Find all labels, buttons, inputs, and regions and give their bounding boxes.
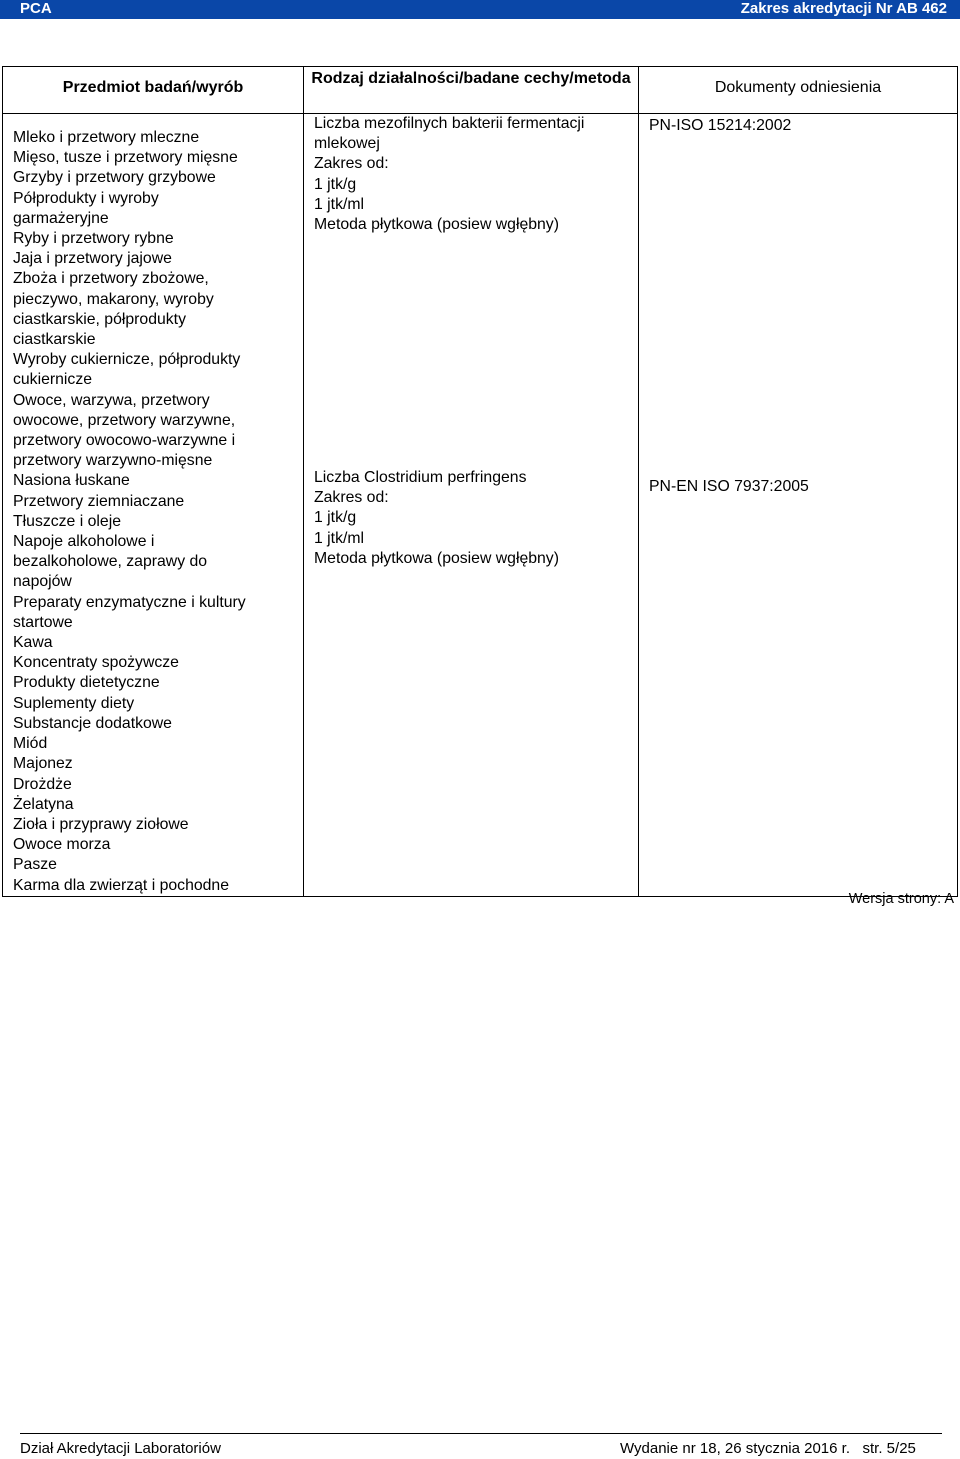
list-item: owocowe, przetwory warzywne, xyxy=(13,411,236,429)
reference-2: PN-EN ISO 7937:2005 xyxy=(649,478,809,495)
footer-edition-page xyxy=(620,1440,916,1457)
test-line: mlekowej xyxy=(314,135,380,153)
org-name: PCA xyxy=(20,0,52,17)
activity-cell xyxy=(304,114,639,897)
page-version: Wersja strony: A xyxy=(848,891,954,907)
test-block-1 xyxy=(304,114,638,468)
test-line: Zakres od: xyxy=(314,155,389,173)
header-product: Przedmiot badań/wyrób xyxy=(3,67,304,114)
list-item: ciastkarskie xyxy=(13,331,96,349)
list-item: Miód xyxy=(13,735,48,753)
list-item: Drożdże xyxy=(13,775,72,793)
list-item: Zboża i przetwory zbożowe, xyxy=(13,270,209,288)
product-list xyxy=(3,114,303,896)
list-item: Owoce, warzywa, przetwory xyxy=(13,391,210,409)
list-item: Majonez xyxy=(13,755,73,773)
list-item: Karma dla zwierząt i pochodne xyxy=(13,876,230,894)
test-line: Metoda płytkowa (posiew wgłębny) xyxy=(314,216,559,234)
list-item: Suplementy diety xyxy=(13,694,135,712)
list-item: napojów xyxy=(13,573,72,591)
product-cell xyxy=(3,114,304,897)
list-item: Kawa xyxy=(13,634,53,652)
reference-1: PN-ISO 15214:2002 xyxy=(649,117,792,134)
header-activity: Rodzaj działalności/badane cechy/metoda xyxy=(304,67,639,114)
list-item: Ryby i przetwory rybne xyxy=(13,230,174,248)
test-line: 1 jtk/g xyxy=(314,175,357,193)
list-item: Mięso, tusze i przetwory mięsne xyxy=(13,149,238,167)
table-row xyxy=(3,114,958,897)
test-block-2 xyxy=(304,468,638,569)
test-line: 1 jtk/ml xyxy=(314,529,365,547)
list-item: Półprodukty i wyroby xyxy=(13,189,159,207)
header-reference: Dokumenty odniesienia xyxy=(639,67,958,114)
header-bar xyxy=(0,0,960,19)
list-item: Produkty dietetyczne xyxy=(13,674,160,692)
test-line: Liczba Clostridium perfringens xyxy=(314,469,527,486)
footer-page-number: str. 5/25 xyxy=(862,1440,916,1457)
list-item: Grzyby i przetwory grzybowe xyxy=(13,169,216,187)
test-line: Liczba mezofilnych bakterii fermentacji xyxy=(314,115,585,132)
list-item: garmażeryjne xyxy=(13,209,109,227)
list-item: pieczywo, makarony, wyroby xyxy=(13,290,214,308)
footer-edition: Wydanie nr 18, 26 stycznia 2016 r. xyxy=(620,1440,850,1457)
reference-cell xyxy=(639,114,958,897)
list-item: Zioła i przyprawy ziołowe xyxy=(13,815,189,833)
test-line: 1 jtk/g xyxy=(314,509,357,527)
list-item: bezalkoholowe, zaprawy do xyxy=(13,553,208,571)
footer-divider xyxy=(20,1433,942,1434)
list-item: ciastkarskie, półprodukty xyxy=(13,310,186,328)
list-item: Jaja i przetwory jajowe xyxy=(13,250,172,268)
list-item: Wyroby cukiernicze, półprodukty xyxy=(13,351,241,369)
test-line: Metoda płytkowa (posiew wgłębny) xyxy=(314,549,559,567)
list-item: Pasze xyxy=(13,856,57,874)
list-item: Żelatyna xyxy=(13,795,74,813)
list-item: przetwory owocowo-warzywne i xyxy=(13,432,236,450)
test-line: 1 jtk/ml xyxy=(314,195,365,213)
test-line: Zakres od: xyxy=(314,489,389,507)
list-item: cukiernicze xyxy=(13,371,93,389)
list-item: przetwory warzywno-mięsne xyxy=(13,452,213,470)
list-item: Koncentraty spożywcze xyxy=(13,654,179,672)
accreditation-table xyxy=(2,66,958,897)
list-item: Substancje dodatkowe xyxy=(13,714,172,732)
list-item: Preparaty enzymatyczne i kultury xyxy=(13,593,246,611)
list-item: Przetwory ziemniaczane xyxy=(13,492,185,510)
list-item: Napoje alkoholowe i xyxy=(13,533,155,551)
list-item: Mleko i przetwory mleczne xyxy=(13,129,200,146)
list-item: Owoce morza xyxy=(13,836,111,854)
footer-department: Dział Akredytacji Laboratoriów xyxy=(20,1440,221,1457)
list-item: Tłuszcze i oleje xyxy=(13,512,121,530)
list-item: Nasiona łuskane xyxy=(13,472,130,490)
list-item: startowe xyxy=(13,613,73,631)
document-title: Zakres akredytacji Nr AB 462 xyxy=(740,0,947,17)
table-header-row xyxy=(3,67,958,114)
